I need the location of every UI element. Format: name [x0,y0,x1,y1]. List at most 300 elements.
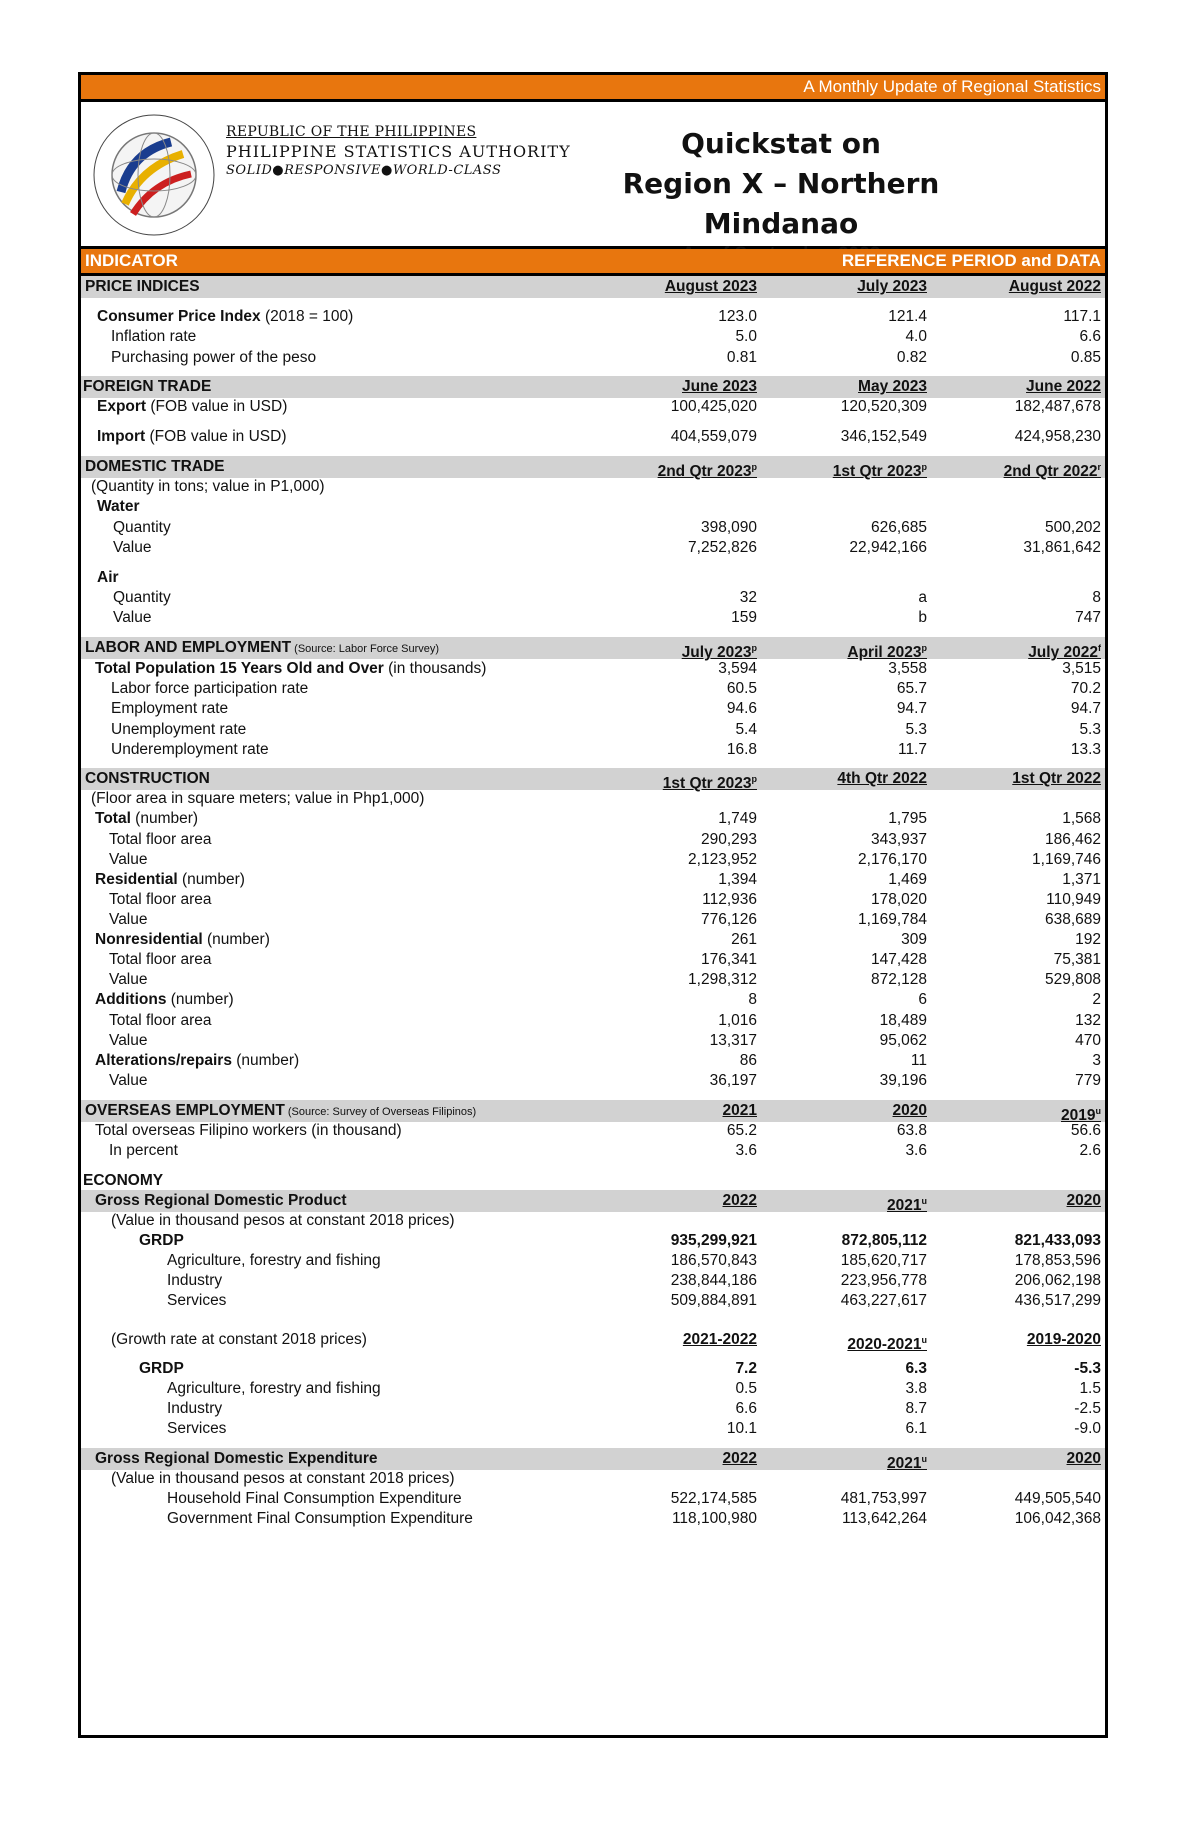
table-row-underemp [81,739,1105,761]
row-value-2 [777,869,927,891]
row-value-1 [607,678,757,700]
row-label [85,637,439,660]
row-value-3 [951,808,1101,830]
value-text: 75,381 [1053,951,1101,968]
republic-line: REPUBLIC OF THE PHILIPPINES [226,124,477,140]
row-value-2 [777,306,927,328]
row-value-3 [951,969,1101,991]
row-value-3 [951,1398,1101,1420]
row-label [95,929,270,951]
value-text: -2.5 [1074,1400,1101,1417]
value-text: 60.5 [726,680,757,697]
row-label-text: Unemployment rate [111,721,247,738]
section-header-oe_hdr [81,1100,1105,1125]
value-text: 3 [1092,1052,1101,1069]
row-value-2 [777,537,927,559]
value-text: 100,425,020 [670,398,757,415]
table-row-nonres_v [81,969,1105,991]
row-value-1 [607,1418,757,1440]
value-text: 182,487,678 [1014,398,1101,415]
row-value-2 [777,909,927,931]
row-value-3 [951,517,1101,539]
value-text: 6.6 [735,1400,757,1417]
row-label-text: Value [113,609,152,626]
psa-seal-icon [91,112,217,238]
row-label-text: Value [109,851,148,868]
table-row-gfce [81,1508,1105,1530]
value-text: -9.0 [1074,1420,1101,1437]
row-value-1 [607,276,757,298]
value-text: 290,293 [700,831,757,848]
value-text: 86 [739,1052,757,1069]
row-value-2 [777,1329,927,1356]
row-value-1 [607,1270,757,1292]
row-value-1 [607,376,757,398]
value-text: 7.2 [735,1360,757,1377]
row-label [95,1120,402,1142]
row-value-1 [607,909,757,931]
row-label-text: GRDP [139,1232,184,1249]
row-value-1 [607,829,757,851]
table-row-grdp_svc [81,1290,1105,1312]
table-row-con_note [81,788,1105,810]
value-text: 1st Qtr 2022 [1012,770,1101,787]
value-text: 747 [1075,609,1101,626]
value-text: July 2022 [1028,644,1098,662]
row-label [109,949,212,971]
row-label-text: Quantity [113,589,171,606]
row-label [111,347,316,369]
value-text: 1,371 [1062,871,1101,888]
value-text: 463,227,617 [840,1292,927,1309]
row-label [109,1140,178,1162]
row-value-3 [951,326,1101,348]
row-value-1 [607,426,757,448]
value-text: 186,570,843 [670,1252,757,1269]
row-label-text: (Quantity in tons; value in P1,000) [91,478,325,495]
row-label-text: Total Population 15 Years Old and Over [95,660,384,677]
row-value-2 [777,1250,927,1272]
row-label-text: In percent [109,1142,178,1159]
value-text: 5.3 [1079,721,1101,738]
row-label-text: (Value in thousand pesos at constant 2018 prices) [111,1470,455,1487]
value-text: 5.0 [735,328,757,345]
report-header [81,99,1105,249]
row-label-text: GRDP [139,1360,184,1377]
value-text: 481,753,997 [840,1490,927,1507]
value-text: 2,123,952 [688,851,757,868]
row-value-3 [951,1329,1101,1351]
row-label-unit: (in thousands) [383,660,487,677]
row-label [95,1448,378,1470]
row-value-1 [607,869,757,891]
row-label [91,476,325,498]
row-value-3 [951,1120,1101,1142]
row-label-text: Value [113,539,152,556]
row-value-3 [951,829,1101,851]
value-text: 3.6 [905,1142,927,1159]
value-text: August 2022 [1008,278,1101,295]
table-row-alt_v [81,1070,1105,1092]
value-superscript: u [921,1196,927,1206]
source-note: (Source: Labor Force Survey) [291,643,440,655]
row-value-1 [607,1190,757,1212]
table-row-add [81,989,1105,1011]
row-value-1 [607,1030,757,1052]
value-text: 398,090 [700,519,757,536]
row-value-1 [607,969,757,991]
value-text: 1,394 [718,871,757,888]
row-label [167,1270,222,1292]
row-value-3 [951,1290,1101,1312]
row-label-text: Consumer Price Index [97,308,261,325]
value-text: 32 [739,589,757,606]
row-value-3 [951,276,1101,298]
row-label [111,1210,455,1232]
value-text: 1,169,784 [858,911,927,928]
value-text: 63.8 [896,1122,927,1139]
value-text: 110,949 [1046,891,1101,908]
table-row-gr_ind [81,1398,1105,1420]
value-text: August 2023 [664,278,757,295]
value-text: 56.6 [1070,1122,1101,1139]
row-label [139,1358,184,1380]
table-row-gr_grdp [81,1358,1105,1380]
value-text: 1,795 [888,810,927,827]
row-label [85,276,200,298]
value-superscript: u [921,1454,927,1464]
value-superscript: p [921,462,927,472]
value-text: 123.0 [718,308,757,325]
value-text: 117.1 [1063,308,1101,325]
value-text: 346,152,549 [840,428,927,445]
row-label [111,1468,455,1490]
row-value-3 [951,739,1101,761]
row-value-2 [777,739,927,761]
value-text: 95,062 [879,1032,927,1049]
row-label [111,1329,367,1351]
table-row-add_fa [81,1010,1105,1032]
value-superscript: r [1097,462,1101,472]
row-value-2 [777,1010,927,1032]
value-text: 2021 [887,1455,922,1473]
table-row-ppp [81,347,1105,369]
table-row-water [81,496,1105,518]
row-label-text: Import [97,428,146,445]
row-value-2 [777,587,927,609]
value-text: 1,568 [1062,810,1101,827]
row-label-text: Agriculture, forestry and fishing [167,1380,381,1397]
row-label-text: Household Final Consumption Expenditure [167,1490,462,1507]
row-label [109,1030,148,1052]
row-value-2 [777,829,927,851]
value-text: 6.1 [905,1420,927,1437]
row-label [111,719,246,741]
row-label [111,739,269,761]
row-value-1 [607,719,757,741]
row-label [167,1250,381,1272]
value-text: 113,642,264 [841,1510,927,1527]
table-row-grde_note [81,1468,1105,1490]
row-value-1 [607,347,757,369]
row-label [109,1070,148,1092]
row-label [85,456,225,478]
value-text: 8.7 [905,1400,927,1417]
value-text: 4th Qtr 2022 [837,770,927,787]
table-row-res_v [81,909,1105,931]
row-value-2 [777,969,927,991]
value-text: 1,016 [718,1012,757,1029]
value-text: 178,020 [870,891,927,908]
row-value-2 [777,1230,927,1252]
row-label-text: CONSTRUCTION [85,770,210,787]
table-row-add_v [81,1030,1105,1052]
row-label-text: PRICE INDICES [85,278,200,295]
value-text: 8 [1092,589,1101,606]
row-label [113,537,152,559]
row-value-2 [777,396,927,418]
table-row-dt_note [81,476,1105,498]
value-text: 118,100,980 [671,1510,757,1527]
section-header-con_hdr [81,768,1105,793]
row-label [91,788,424,810]
row-label-text: Agriculture, forestry and fishing [167,1252,381,1269]
row-label [167,1290,226,1312]
row-value-3 [951,306,1101,328]
value-text: 1,749 [718,810,757,827]
value-text: 1,298,312 [688,971,757,988]
row-label [167,1418,226,1440]
row-value-2 [777,1378,927,1400]
value-text: 223,956,778 [840,1272,927,1289]
section-header-ft_hdr [81,376,1105,398]
value-text: 176,341 [700,951,757,968]
table-row-pop15 [81,658,1105,680]
row-label [109,909,148,931]
row-value-1 [607,1448,757,1470]
row-value-1 [607,698,757,720]
value-text: April 2023 [847,644,922,662]
value-text: 2019 [1061,1107,1096,1125]
row-label-text: Total overseas Filipino workers (in thousand) [95,1122,402,1139]
value-text: 1,469 [888,871,927,888]
row-value-3 [951,1508,1101,1530]
row-value-1 [607,326,757,348]
table-row-emp [81,698,1105,720]
value-text: 261 [731,931,757,948]
row-value-2 [777,1030,927,1052]
row-value-1 [607,949,757,971]
row-label-text: Total floor area [109,1012,212,1029]
row-label-text: FOREIGN TRADE [83,378,212,395]
value-text: May 2023 [858,378,927,395]
row-label-text: Purchasing power of the peso [111,349,317,366]
table-row-grdp_note [81,1210,1105,1232]
agency-motto: SOLID●RESPONSIVE●WORLD-CLASS [226,163,502,178]
value-text: 3,594 [718,660,757,677]
row-value-3 [951,1070,1101,1092]
row-value-3 [951,1030,1101,1052]
row-value-3 [951,889,1101,911]
table-row-infl [81,326,1105,348]
row-label-text: Nonresidential [95,931,203,948]
row-value-3 [951,1270,1101,1292]
value-text: 0.85 [1070,349,1101,366]
value-text: 6.6 [1079,328,1101,345]
value-text: 31,861,642 [1023,539,1101,556]
section-header-dt_hdr [81,456,1105,481]
row-label-text: Inflation rate [111,328,197,345]
row-label [97,306,353,328]
row-label [109,829,212,851]
value-text: 2021-2022 [682,1331,757,1348]
table-row-nonres_fa [81,949,1105,971]
table-row-water_v [81,537,1105,559]
value-text: 2022 [722,1450,757,1467]
row-label-unit: (number) [166,991,234,1008]
table-row-grdp [81,1230,1105,1252]
value-text: July 2023 [681,644,752,662]
section-header-le_hdr [81,637,1105,662]
value-text: 2020 [892,1102,927,1119]
value-text: 94.7 [1070,700,1101,717]
value-text: 10.1 [726,1420,757,1437]
row-value-2 [777,1070,927,1092]
value-text: 821,433,093 [1014,1232,1101,1249]
table-row-grdp_agri [81,1250,1105,1272]
row-value-2 [777,1050,927,1072]
row-value-2 [777,1290,927,1312]
row-value-2 [777,426,927,448]
row-label-text: Total floor area [109,831,212,848]
value-text: 65.2 [726,1122,757,1139]
row-value-1 [607,1290,757,1312]
row-value-2 [777,889,927,911]
value-superscript: p [751,643,757,653]
value-superscript: u [921,1335,927,1345]
table-row-lfpr [81,678,1105,700]
row-value-2 [777,768,927,790]
row-value-3 [951,1358,1101,1380]
row-label-text: (Value in thousand pesos at constant 2018 prices) [111,1212,455,1229]
table-row-res_fa [81,889,1105,911]
table-row-hfce [81,1488,1105,1510]
row-label-unit: (number) [202,931,270,948]
row-value-2 [777,949,927,971]
row-value-2 [777,517,927,539]
value-text: 1st Qtr 2023 [662,775,752,793]
table-row-gr_svc [81,1418,1105,1440]
table-row-air_q [81,587,1105,609]
row-label-text: Value [109,1072,148,1089]
row-label [167,1398,222,1420]
value-text: 2020 [1066,1192,1101,1209]
value-text: 776,126 [700,911,757,928]
row-value-3 [951,989,1101,1011]
row-value-1 [607,1508,757,1530]
value-text: 638,689 [1044,911,1101,928]
value-superscript: f [1098,643,1101,653]
row-value-3 [951,1488,1101,1510]
row-value-3 [951,587,1101,609]
value-text: 65.7 [896,680,927,697]
value-text: 3,558 [888,660,927,677]
row-label-text: Value [109,1032,148,1049]
row-label-text: DOMESTIC TRADE [85,458,225,475]
value-text: b [918,609,927,626]
table-row-unemp [81,719,1105,741]
row-label [111,698,228,720]
row-label-text: Services [167,1420,227,1437]
row-value-3 [951,678,1101,700]
value-text: 3.6 [735,1142,757,1159]
table-row-tot [81,808,1105,830]
row-value-3 [951,347,1101,369]
row-value-3 [951,698,1101,720]
row-label [109,969,148,991]
row-value-2 [777,276,927,298]
value-text: 11 [910,1052,927,1069]
row-value-3 [951,949,1101,971]
value-text: 2021 [722,1102,757,1119]
row-label-unit: (number) [177,871,245,888]
row-label-text: Air [97,569,119,586]
row-value-3 [951,1140,1101,1162]
value-text: 6 [918,991,927,1008]
value-text: 470 [1075,1032,1101,1049]
reference-period-label: REFERENCE PERIOD and DATA [841,251,1101,270]
row-value-2 [777,929,927,951]
row-label [109,889,212,911]
table-row-alt [81,1050,1105,1072]
row-value-2 [777,1398,927,1420]
value-text: 2021 [887,1197,922,1215]
row-label [167,1488,462,1510]
section-header-price_hdr [81,276,1105,298]
table-row-econ [81,1170,1105,1192]
indicator-header [81,249,1105,276]
row-value-1 [607,1100,757,1122]
row-value-3 [951,1448,1101,1470]
row-label [111,326,196,348]
row-label-text: Underemployment rate [111,741,269,758]
row-value-2 [777,347,927,369]
row-value-2 [777,1140,927,1162]
value-text: 94.6 [726,700,757,717]
row-value-2 [777,1508,927,1530]
quickstat-sheet [78,72,1108,1738]
value-text: 2020-2021 [847,1336,922,1354]
row-label-text: Government Final Consumption Expenditure [167,1510,473,1527]
value-text: 7,252,826 [688,539,757,556]
row-value-3 [951,658,1101,680]
row-label-text: Water [97,498,140,515]
row-value-3 [951,869,1101,891]
value-text: 1,169,746 [1032,851,1101,868]
value-text: a [918,589,927,606]
row-value-3 [951,1250,1101,1272]
value-text: 39,196 [879,1072,927,1089]
value-text: June 2022 [1026,378,1101,395]
row-value-1 [607,1070,757,1092]
value-text: 436,517,299 [1014,1292,1101,1309]
table-row-grdp_ind [81,1270,1105,1292]
row-label-unit: (FOB value in USD) [145,428,287,445]
value-text: 779 [1075,1072,1101,1089]
value-text: 6.3 [905,1360,927,1377]
row-label [97,567,119,589]
row-value-2 [777,849,927,871]
